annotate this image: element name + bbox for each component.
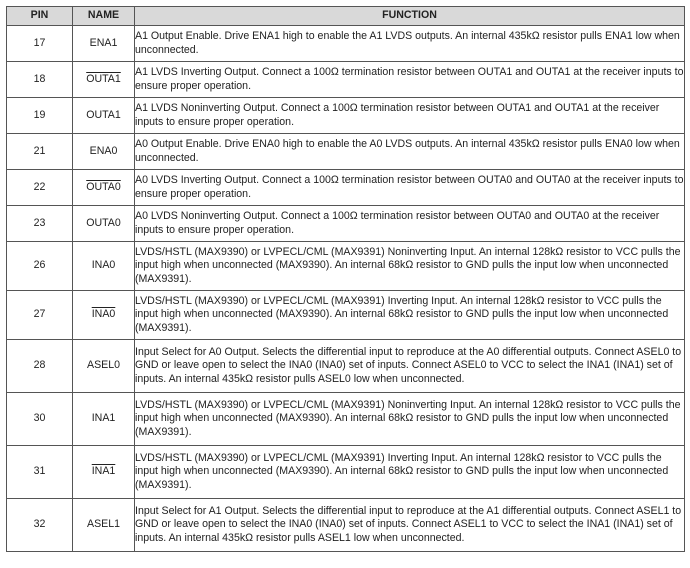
table-row [7, 170, 685, 206]
pin-description-table [6, 6, 685, 552]
pin-name: INA1 [73, 446, 135, 499]
pin-number: 26 [7, 242, 73, 291]
pin-function: A0 LVDS Noninverting Output. Connect a 100Ω termination resistor between OUTA0 and OUTA0 at the receiver inputs to ensure proper operation. [135, 206, 685, 242]
pin-number: 30 [7, 393, 73, 446]
header-row [7, 7, 685, 26]
pin-name: OUTA0 [73, 206, 135, 242]
pin-function: A1 LVDS Noninverting Output. Connect a 100Ω termination resistor between OUTA1 and OUTA1 at the receiver inputs to ensure proper operation. [135, 98, 685, 134]
header-name: NAME [73, 7, 135, 26]
table-row [7, 499, 685, 552]
pin-name: OUTA1 [73, 62, 135, 98]
pin-number: 19 [7, 98, 73, 134]
pin-function: Input Select for A1 Output. Selects the differential input to reproduce at the A1 differential outputs. Connect ASEL1 to GND or leave open to select the INA0 (INA0) set of inputs. Connect ASEL1 to VCC to select the INA1 (INA1) set of inputs. An internal 435kΩ resistor pulls ASEL1 low when unconnected. [135, 499, 685, 552]
pin-function: A0 Output Enable. Drive ENA0 high to enable the A0 LVDS outputs. An internal 435kΩ resistor pulls ENA0 low when unconnected. [135, 134, 685, 170]
pin-name: OUTA1 [73, 98, 135, 134]
pin-number: 32 [7, 499, 73, 552]
pin-number: 28 [7, 340, 73, 393]
pin-name: ENA0 [73, 134, 135, 170]
pin-name: INA0 [73, 242, 135, 291]
table-row [7, 340, 685, 393]
pin-function: A1 LVDS Inverting Output. Connect a 100Ω termination resistor between OUTA1 and OUTA1 at the receiver inputs to ensure proper operation. [135, 62, 685, 98]
pin-function: A0 LVDS Inverting Output. Connect a 100Ω termination resistor between OUTA0 and OUTA0 at the receiver inputs to ensure proper operation. [135, 170, 685, 206]
pin-number: 31 [7, 446, 73, 499]
pin-number: 21 [7, 134, 73, 170]
table-row [7, 134, 685, 170]
pin-number: 27 [7, 291, 73, 340]
pin-name: OUTA0 [73, 170, 135, 206]
table-row [7, 206, 685, 242]
table-row [7, 446, 685, 499]
pin-name: ASEL0 [73, 340, 135, 393]
pin-function: LVDS/HSTL (MAX9390) or LVPECL/CML (MAX9391) Noninverting Input. An internal 128kΩ resistor to VCC pulls the input high when unconnected (MAX9390). An internal 68kΩ resistor to GND pulls the input low when unconnected (MAX9391). [135, 393, 685, 446]
pin-function: A1 Output Enable. Drive ENA1 high to enable the A1 LVDS outputs. An internal 435kΩ resistor pulls ENA1 low when unconnected. [135, 26, 685, 62]
header-pin: PIN [7, 7, 73, 26]
pin-name: INA0 [73, 291, 135, 340]
pin-name: ENA1 [73, 26, 135, 62]
pin-function: LVDS/HSTL (MAX9390) or LVPECL/CML (MAX9391) Noninverting Input. An internal 128kΩ resistor to VCC pulls the input high when unconnected (MAX9390). An internal 68kΩ resistor to GND pulls the input low when unconnected (MAX9391). [135, 242, 685, 291]
pin-function: LVDS/HSTL (MAX9390) or LVPECL/CML (MAX9391) Inverting Input. An internal 128kΩ resistor to VCC pulls the input high when unconnected (MAX9390). An internal 68kΩ resistor to GND pulls the input low when unconnected (MAX9391). [135, 446, 685, 499]
pin-name: ASEL1 [73, 499, 135, 552]
table-row [7, 26, 685, 62]
header-function: FUNCTION [135, 7, 685, 26]
table-row [7, 291, 685, 340]
pin-number: 22 [7, 170, 73, 206]
pin-function: Input Select for A0 Output. Selects the differential input to reproduce at the A0 differential outputs. Connect ASEL0 to GND or leave open to select the INA0 (INA0) set of inputs. Connect ASEL0 to VCC to select the INA1 (INA1) set of inputs. An internal 435kΩ resistor pulls ASEL0 low when unconnected. [135, 340, 685, 393]
table-row [7, 62, 685, 98]
table-row [7, 98, 685, 134]
pin-number: 17 [7, 26, 73, 62]
pin-number: 23 [7, 206, 73, 242]
pin-function: LVDS/HSTL (MAX9390) or LVPECL/CML (MAX9391) Inverting Input. An internal 128kΩ resistor to VCC pulls the input high when unconnected (MAX9390). An internal 68kΩ resistor to GND pulls the input low when unconnected (MAX9391). [135, 291, 685, 340]
table-row [7, 242, 685, 291]
table-row [7, 393, 685, 446]
pin-number: 18 [7, 62, 73, 98]
pin-name: INA1 [73, 393, 135, 446]
